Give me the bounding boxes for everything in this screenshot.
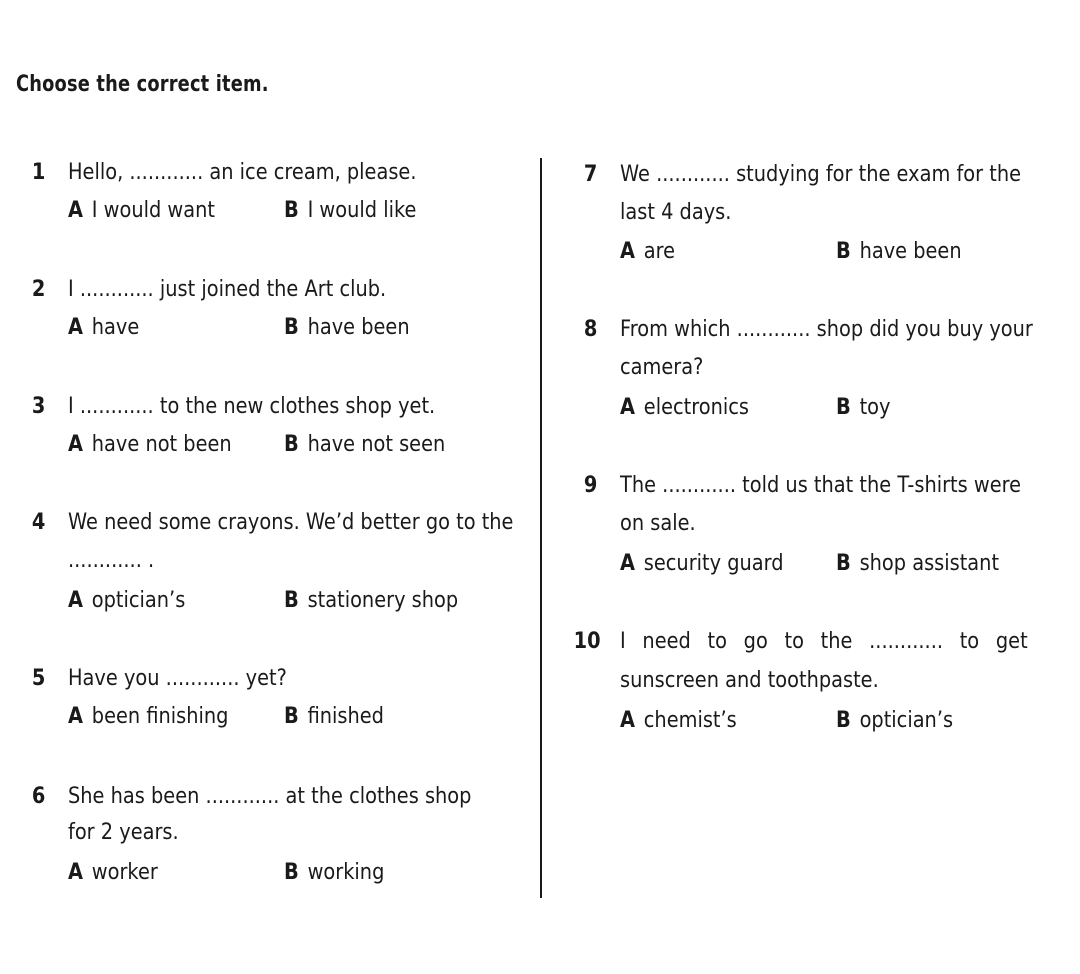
option-text: finished [307, 704, 384, 729]
question-text: She has been ............ at the clothes shop [68, 784, 472, 809]
option-b[interactable] [284, 860, 384, 885]
question-text: The ............ told us that the T-shirts were [620, 473, 1022, 498]
option-text: have not seen [307, 432, 446, 457]
option-text: been finishing [91, 704, 229, 729]
option-text: have been [859, 239, 962, 264]
option-text: electronics [643, 395, 749, 420]
question-text: Have you ............ yet? [68, 666, 287, 691]
option-text: I would like [307, 198, 417, 223]
option-text: have [91, 315, 140, 340]
option-text: have been [307, 315, 410, 340]
option-letter: B [836, 395, 851, 420]
option-b[interactable] [836, 708, 953, 733]
option-letter: A [620, 239, 635, 264]
question-text: We need some crayons. We’d better go to the [68, 510, 514, 535]
option-text: working [307, 860, 385, 885]
question-text: I ............ to the new clothes shop yet. [68, 394, 436, 419]
question-text: I ............ just joined the Art club. [68, 277, 387, 302]
option-letter: A [620, 395, 635, 420]
option-letter: B [836, 708, 851, 733]
option-letter: A [68, 704, 83, 729]
question-number: 10 [573, 629, 601, 654]
option-a[interactable] [68, 588, 185, 613]
option-b[interactable] [284, 432, 445, 457]
question-number: 1 [31, 160, 46, 185]
option-text: shop assistant [859, 551, 1000, 576]
option-a[interactable] [68, 198, 215, 223]
option-text: stationery shop [307, 588, 459, 613]
option-text: are [643, 239, 676, 264]
option-a[interactable] [620, 239, 675, 264]
option-letter: B [284, 315, 299, 340]
option-b[interactable] [284, 315, 410, 340]
option-text: toy [859, 395, 891, 420]
option-a[interactable] [620, 395, 749, 420]
option-b[interactable] [284, 588, 458, 613]
option-letter: B [284, 432, 299, 457]
option-letter: B [284, 198, 299, 223]
question-number: 9 [583, 473, 598, 498]
option-b[interactable] [284, 704, 384, 729]
question-text: Hello, ............ an ice cream, please. [68, 160, 417, 185]
question-number: 5 [31, 666, 46, 691]
question-text: From which ............ shop did you buy your [620, 317, 1033, 342]
option-letter: A [68, 588, 83, 613]
option-letter: A [68, 198, 83, 223]
question-number: 7 [583, 162, 598, 187]
option-a[interactable] [68, 315, 139, 340]
option-letter: A [68, 315, 83, 340]
option-letter: B [284, 588, 299, 613]
question-text-continued: on sale. [620, 511, 696, 536]
question-text-continued: ............ . [68, 548, 155, 573]
option-letter: A [68, 432, 83, 457]
option-text: have not been [91, 432, 232, 457]
question-text-continued: last 4 days. [620, 200, 732, 225]
question-text-continued: camera? [620, 355, 704, 380]
question-number: 2 [31, 277, 46, 302]
question-text: We ............ studying for the exam for the [620, 162, 1022, 187]
option-b[interactable] [836, 395, 890, 420]
question-number: 4 [31, 510, 46, 535]
question-number: 6 [31, 784, 46, 809]
option-text: optician’s [859, 708, 954, 733]
option-b[interactable] [284, 198, 416, 223]
option-letter: B [836, 551, 851, 576]
option-letter: A [620, 551, 635, 576]
option-a[interactable] [68, 860, 158, 885]
option-b[interactable] [836, 551, 999, 576]
option-a[interactable] [68, 432, 232, 457]
option-text: chemist’s [643, 708, 737, 733]
option-letter: A [68, 860, 83, 885]
question-text: I need to go to the ............ to get [620, 629, 1028, 654]
option-letter: B [284, 860, 299, 885]
question-number: 3 [31, 394, 46, 419]
option-a[interactable] [620, 551, 784, 576]
option-letter: A [620, 708, 635, 733]
option-letter: B [836, 239, 851, 264]
question-text-continued: for 2 years. [68, 820, 179, 845]
column-divider [540, 158, 542, 898]
option-text: optician’s [91, 588, 186, 613]
option-letter: B [284, 704, 299, 729]
option-a[interactable] [620, 708, 737, 733]
instruction-heading: Choose the correct item. [16, 72, 269, 97]
option-b[interactable] [836, 239, 962, 264]
question-number: 8 [583, 317, 598, 342]
option-a[interactable] [68, 704, 228, 729]
question-text-continued: sunscreen and toothpaste. [620, 668, 879, 693]
option-text: I would want [91, 198, 215, 223]
option-text: security guard [643, 551, 784, 576]
option-text: worker [91, 860, 158, 885]
